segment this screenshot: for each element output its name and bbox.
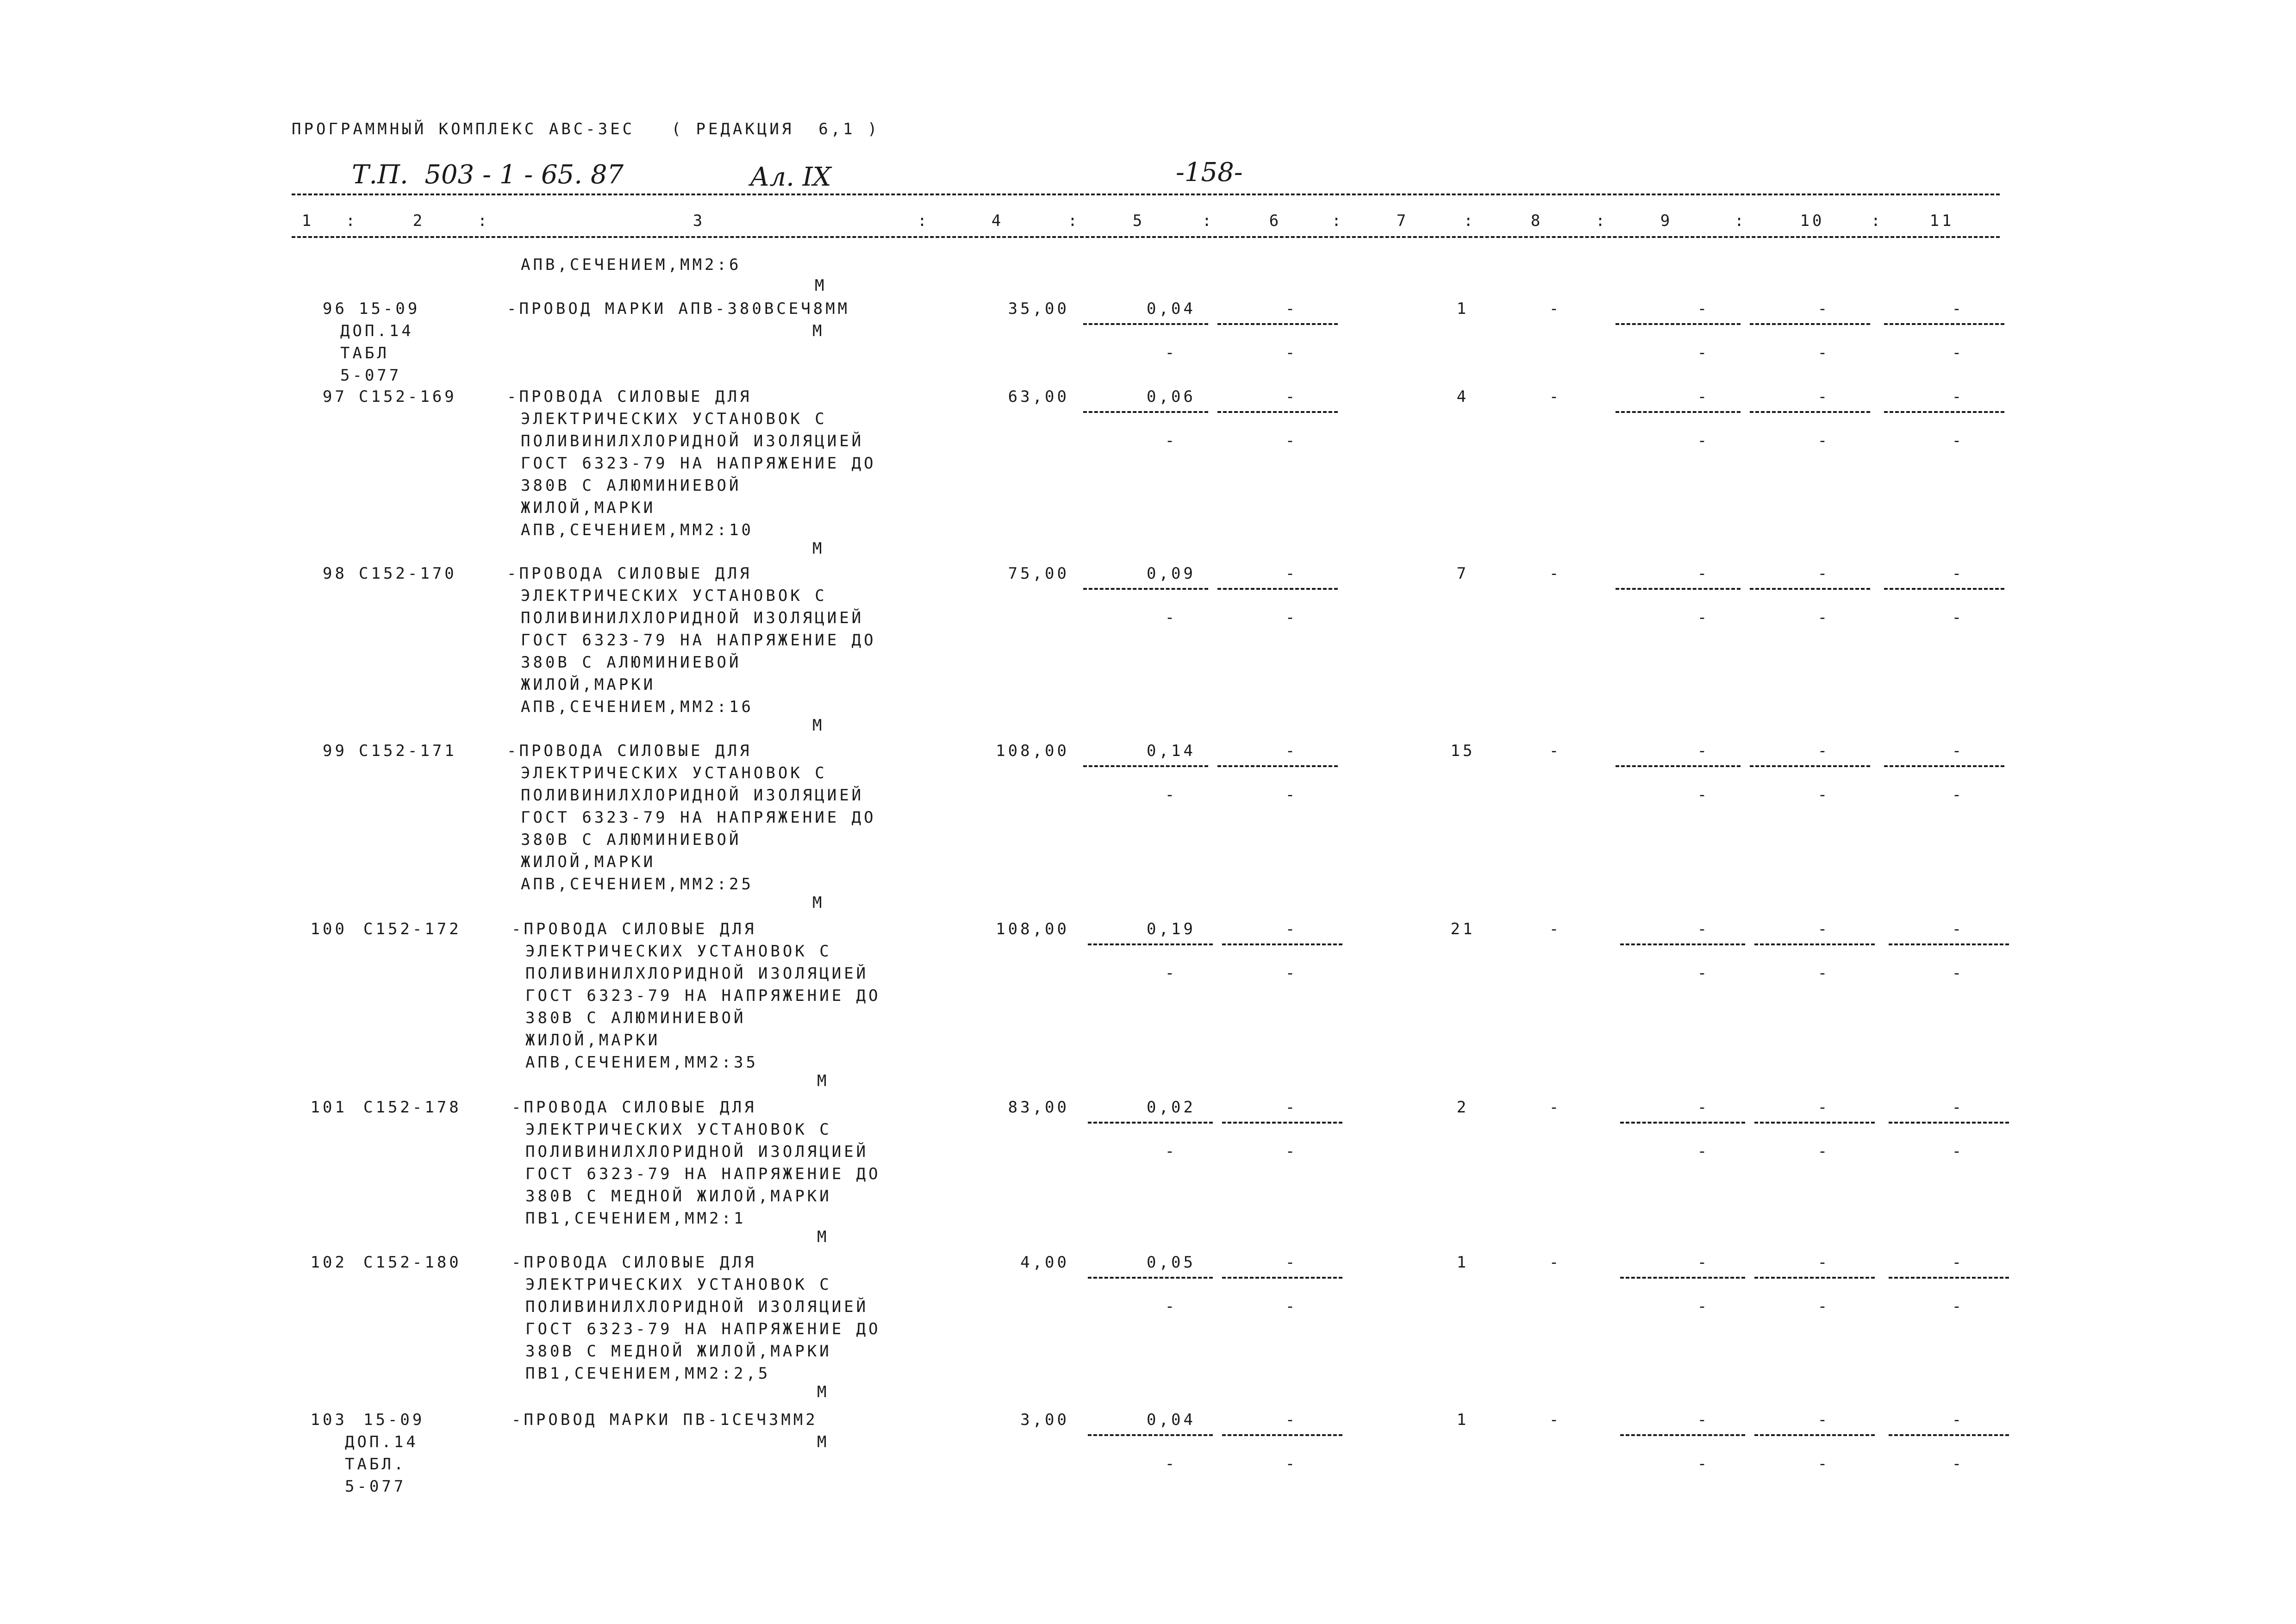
fraction-line-col11	[1889, 1277, 2009, 1279]
row-code-line: С152-171	[359, 742, 457, 760]
row-col5-lower: -	[1165, 786, 1178, 804]
row-col9-lower: -	[1697, 608, 1710, 627]
column-header-3: 2	[412, 212, 425, 230]
row-col5-lower: -	[1165, 964, 1178, 982]
row-unit: М	[817, 1072, 830, 1090]
row-unit: М	[817, 1433, 830, 1451]
row-description-line: ЭЛЕКТРИЧЕСКИХ УСТАНОВОК С	[525, 1275, 832, 1294]
row-description-line: ЭЛЕКТРИЧЕСКИХ УСТАНОВОК С	[525, 1120, 832, 1139]
column-header-19: 10	[1800, 212, 1825, 230]
row-col11: -	[1952, 1411, 1965, 1429]
row-col7: 7	[1456, 564, 1469, 583]
row-col10-lower: -	[1817, 964, 1830, 982]
row-description-line: ГОСТ 6323-79 НА НАПРЯЖЕНИЕ ДО	[521, 808, 876, 827]
row-code-line: ДОП.14	[345, 1433, 418, 1451]
row-number: 100	[310, 920, 347, 938]
row-col6: -	[1285, 920, 1298, 938]
row-col7: 21	[1450, 920, 1475, 938]
row-quantity: 83,00	[1008, 1098, 1069, 1117]
row-col9: -	[1697, 920, 1710, 938]
column-header-21: 11	[1929, 212, 1954, 230]
row-description-line: ГОСТ 6323-79 НА НАПРЯЖЕНИЕ ДО	[525, 1165, 881, 1183]
fraction-line-col6	[1217, 765, 1338, 767]
row-col11-lower: -	[1952, 1142, 1965, 1161]
fraction-line-col6	[1222, 1277, 1342, 1279]
column-header-17: 9	[1660, 212, 1673, 230]
row-col5: 0,05	[1147, 1253, 1196, 1272]
row-col8: -	[1549, 1253, 1562, 1272]
row-col11-lower: -	[1952, 1455, 1965, 1473]
row-unit: М	[812, 322, 825, 340]
row-col5: 0,02	[1147, 1098, 1196, 1117]
row-col8: -	[1549, 742, 1562, 760]
row-col11: -	[1952, 300, 1965, 318]
row-description-line: АПВ,СЕЧЕНИЕМ,ММ2:10	[521, 521, 754, 539]
row-col6-lower: -	[1285, 1142, 1298, 1161]
row-quantity: 63,00	[1008, 387, 1069, 406]
row-col9: -	[1697, 564, 1710, 583]
row-description-line: ПОЛИВИНИЛХЛОРИДНОЙ ИЗОЛЯЦИЕЙ	[525, 1298, 869, 1316]
fraction-line-col5	[1083, 323, 1208, 325]
row-col9-lower: -	[1697, 431, 1710, 450]
row-description-line: ПВ1,СЕЧЕНИЕМ,ММ2:1	[525, 1209, 746, 1228]
row-col5: 0,04	[1147, 300, 1196, 318]
row-col7: 1	[1456, 1253, 1469, 1272]
doc-code: Т.П. 503 - 1 - 65. 87	[352, 160, 624, 190]
fraction-line-col10	[1750, 411, 1870, 413]
fraction-line-col9	[1616, 765, 1741, 767]
row-unit: М	[817, 1228, 830, 1246]
fraction-line-col10	[1754, 1434, 1875, 1436]
fraction-line-col9	[1620, 943, 1745, 945]
row-col5-lower: -	[1165, 344, 1178, 362]
row-number: 103	[310, 1411, 347, 1429]
row-quantity: 4,00	[1020, 1253, 1069, 1272]
program-line: ПРОГРАММНЫЙ КОМПЛЕКС АВС-ЗЕС ( РЕДАКЦИЯ 6,1 )	[292, 120, 880, 138]
column-header-7: 4	[991, 212, 1004, 230]
row-description-line: 380В С АЛЮМИНИЕВОЙ	[525, 1009, 746, 1027]
row-description-line: -ПРОВОДА СИЛОВЫЕ ДЛЯ	[507, 564, 752, 583]
fraction-line-col9	[1616, 323, 1741, 325]
column-header-13: 7	[1396, 212, 1409, 230]
fraction-line-col5	[1088, 1434, 1213, 1436]
row-description-line: ЭЛЕКТРИЧЕСКИХ УСТАНОВОК С	[525, 942, 832, 961]
row-col11: -	[1952, 742, 1965, 760]
row-col11-lower: -	[1952, 344, 1965, 362]
row-col5-lower: -	[1165, 431, 1178, 450]
fraction-line-col10	[1754, 943, 1875, 945]
row-description-line: ПОЛИВИНИЛХЛОРИДНОЙ ИЗОЛЯЦИЕЙ	[525, 1143, 869, 1161]
row-description-line: -ПРОВОДА СИЛОВЫЕ ДЛЯ	[507, 387, 752, 406]
row-unit: М	[817, 1383, 830, 1401]
row-unit: М	[812, 893, 825, 912]
row-description-line: ЖИЛОЙ,МАРКИ	[525, 1031, 661, 1049]
row-description-line: 380В С АЛЮМИНИЕВОЙ	[521, 476, 742, 495]
row-description-line: ПОЛИВИНИЛХЛОРИДНОЙ ИЗОЛЯЦИЕЙ	[521, 432, 864, 450]
row-col6: -	[1285, 1098, 1298, 1117]
fraction-line-col11	[1884, 411, 2004, 413]
row-description-line: ЭЛЕКТРИЧЕСКИХ УСТАНОВОК С	[521, 764, 827, 782]
row-quantity: 108,00	[996, 920, 1069, 938]
row-col6-lower: -	[1285, 344, 1298, 362]
row-number: 96	[323, 300, 347, 318]
row-description-line: АПВ,СЕЧЕНИЕМ,ММ2:25	[521, 875, 754, 893]
row-col8: -	[1549, 920, 1562, 938]
row-col7: 1	[1456, 300, 1469, 318]
row-col10-lower: -	[1817, 431, 1830, 450]
row-col6-lower: -	[1285, 786, 1298, 804]
row-number: 97	[323, 387, 347, 406]
row-col10: -	[1817, 742, 1830, 760]
row-number: 98	[323, 564, 347, 583]
row-description-line: ГОСТ 6323-79 НА НАПРЯЖЕНИЕ ДО	[525, 1320, 881, 1338]
row-col6: -	[1285, 387, 1298, 406]
row-col11: -	[1952, 1098, 1965, 1117]
column-header-15: 8	[1530, 212, 1543, 230]
row-col11-lower: -	[1952, 431, 1965, 450]
row-col9: -	[1697, 1253, 1710, 1272]
row-quantity: 108,00	[996, 742, 1069, 760]
row-col10: -	[1817, 920, 1830, 938]
row-description-line: ЭЛЕКТРИЧЕСКИХ УСТАНОВОК С	[521, 587, 827, 605]
row-col5-lower: -	[1165, 608, 1178, 627]
fraction-line-col11	[1889, 943, 2009, 945]
row-col6: -	[1285, 1253, 1298, 1272]
row-col6-lower: -	[1285, 1455, 1298, 1473]
row-col11: -	[1952, 920, 1965, 938]
row-col6: -	[1285, 300, 1298, 318]
row-col8: -	[1549, 1098, 1562, 1117]
row-code-line: С152-172	[363, 920, 462, 938]
row-col6: -	[1285, 742, 1298, 760]
row-col6-lower: -	[1285, 431, 1298, 450]
column-header-12: :	[1331, 212, 1344, 230]
row-col9-lower: -	[1697, 344, 1710, 362]
row-col11: -	[1952, 564, 1965, 583]
fraction-line-col6	[1222, 1434, 1342, 1436]
row-col9-lower: -	[1697, 1297, 1710, 1316]
row-description-line: ПВ1,СЕЧЕНИЕМ,ММ2:2,5	[525, 1364, 771, 1383]
row-col5: 0,09	[1147, 564, 1196, 583]
row-col6: -	[1285, 564, 1298, 583]
row-col10: -	[1817, 1411, 1830, 1429]
row-description-line: ПОЛИВИНИЛХЛОРИДНОЙ ИЗОЛЯЦИЕЙ	[521, 609, 864, 627]
row-col10-lower: -	[1817, 786, 1830, 804]
row-col10-lower: -	[1817, 1455, 1830, 1473]
row-number: 102	[310, 1253, 347, 1272]
row-number: 99	[323, 742, 347, 760]
row-quantity: 35,00	[1008, 300, 1069, 318]
row-col6-lower: -	[1285, 1297, 1298, 1316]
fraction-line-col9	[1616, 588, 1741, 590]
row-col9: -	[1697, 387, 1710, 406]
row-description-line: ЖИЛОЙ,МАРКИ	[521, 853, 656, 871]
row-col5: 0,04	[1147, 1411, 1196, 1429]
row-description-line: ГОСТ 6323-79 НА НАПРЯЖЕНИЕ ДО	[521, 454, 876, 473]
row-code-line: ДОП.14	[340, 322, 414, 340]
fraction-line-col5	[1083, 765, 1208, 767]
row-description-line: -ПРОВОДА СИЛОВЫЕ ДЛЯ	[512, 1098, 757, 1117]
fraction-line-col5	[1083, 588, 1208, 590]
column-header-20: :	[1871, 212, 1884, 230]
row-description-line: ГОСТ 6323-79 НА НАПРЯЖЕНИЕ ДО	[525, 987, 881, 1005]
row-col10-lower: -	[1817, 344, 1830, 362]
fraction-line-col10	[1754, 1277, 1875, 1279]
fraction-line-col6	[1217, 411, 1338, 413]
row-col5-lower: -	[1165, 1142, 1178, 1161]
header-rule-top	[292, 194, 2000, 195]
row-col10: -	[1817, 1253, 1830, 1272]
top-continuation: АПВ,СЕЧЕНИЕМ,ММ2:6	[521, 256, 742, 274]
row-col6: -	[1285, 1411, 1298, 1429]
fraction-line-col11	[1889, 1122, 2009, 1124]
row-col9: -	[1697, 742, 1710, 760]
row-col11-lower: -	[1952, 608, 1965, 627]
fraction-line-col6	[1217, 323, 1338, 325]
row-unit: М	[812, 539, 825, 558]
row-description-line: АПВ,СЕЧЕНИЕМ,ММ2:16	[521, 698, 754, 716]
fraction-line-col10	[1750, 765, 1870, 767]
row-col7: 2	[1456, 1098, 1469, 1117]
row-description-line: ЭЛЕКТРИЧЕСКИХ УСТАНОВОК С	[521, 410, 827, 428]
row-col8: -	[1549, 300, 1562, 318]
row-col11: -	[1952, 1253, 1965, 1272]
fraction-line-col5	[1088, 1122, 1213, 1124]
row-description-line: ГОСТ 6323-79 НА НАПРЯЖЕНИЕ ДО	[521, 631, 876, 650]
row-col5-lower: -	[1165, 1297, 1178, 1316]
column-header-9: 5	[1132, 212, 1145, 230]
row-col8: -	[1549, 387, 1562, 406]
column-header-16: :	[1595, 212, 1608, 230]
row-col10: -	[1817, 387, 1830, 406]
row-col11: -	[1952, 387, 1965, 406]
row-code-line: 15-09	[359, 300, 420, 318]
row-code-line: С152-178	[363, 1098, 462, 1117]
column-header-1: 1	[301, 212, 314, 230]
column-header-2: :	[345, 212, 358, 230]
fraction-line-col11	[1884, 765, 2004, 767]
row-code-line: ТАБЛ.	[345, 1455, 406, 1474]
row-number: 101	[310, 1098, 347, 1117]
row-quantity: 3,00	[1020, 1411, 1069, 1429]
column-header-14: :	[1463, 212, 1476, 230]
row-description-line: ЖИЛОЙ,МАРКИ	[521, 499, 656, 517]
row-col7: 15	[1450, 742, 1475, 760]
row-description-line: 380В С АЛЮМИНИЕВОЙ	[521, 831, 742, 849]
row-code-line: С152-170	[359, 564, 457, 583]
row-description-line: -ПРОВОД МАРКИ АПВ-380ВСЕЧ8ММ	[507, 300, 850, 318]
row-code-line: С152-180	[363, 1253, 462, 1272]
row-col5: 0,19	[1147, 920, 1196, 938]
fraction-line-col6	[1222, 943, 1342, 945]
fraction-line-col5	[1083, 411, 1208, 413]
row-col9-lower: -	[1697, 1455, 1710, 1473]
column-header-6: :	[917, 212, 930, 230]
row-code-line: ТАБЛ	[340, 344, 389, 362]
row-col10-lower: -	[1817, 1142, 1830, 1161]
fraction-line-col9	[1620, 1122, 1745, 1124]
row-description-line: -ПРОВОДА СИЛОВЫЕ ДЛЯ	[512, 1253, 757, 1272]
row-description-line: 380В С МЕДНОЙ ЖИЛОЙ,МАРКИ	[525, 1342, 832, 1361]
row-description-line: АПВ,СЕЧЕНИЕМ,ММ2:35	[525, 1053, 758, 1072]
fraction-line-col9	[1620, 1434, 1745, 1436]
row-description-line: -ПРОВОДА СИЛОВЫЕ ДЛЯ	[507, 742, 752, 760]
fraction-line-col9	[1616, 411, 1741, 413]
row-col5: 0,06	[1147, 387, 1196, 406]
column-header-8: :	[1067, 212, 1080, 230]
row-code-line: С152-169	[359, 387, 457, 406]
row-col9-lower: -	[1697, 786, 1710, 804]
row-col11-lower: -	[1952, 964, 1965, 982]
row-col9-lower: -	[1697, 1142, 1710, 1161]
row-col5: 0,14	[1147, 742, 1196, 760]
column-header-4: :	[477, 212, 490, 230]
row-col8: -	[1549, 1411, 1562, 1429]
page-number: -158-	[1176, 157, 1243, 187]
fraction-line-col5	[1088, 1277, 1213, 1279]
row-col6-lower: -	[1285, 964, 1298, 982]
row-quantity: 75,00	[1008, 564, 1069, 583]
row-col8: -	[1549, 564, 1562, 583]
column-header-5: 3	[693, 212, 705, 230]
row-description-line: -ПРОВОДА СИЛОВЫЕ ДЛЯ	[512, 920, 757, 938]
fraction-line-col5	[1088, 943, 1213, 945]
fraction-line-col9	[1620, 1277, 1745, 1279]
row-description-line: ПОЛИВИНИЛХЛОРИДНОЙ ИЗОЛЯЦИЕЙ	[525, 964, 869, 983]
top-unit: М	[815, 276, 827, 295]
fraction-line-col10	[1750, 323, 1870, 325]
row-col10: -	[1817, 1098, 1830, 1117]
row-code-line: 5-077	[340, 366, 402, 385]
fraction-line-col6	[1222, 1122, 1342, 1124]
row-code-line: 5-077	[345, 1477, 406, 1496]
row-col11-lower: -	[1952, 1297, 1965, 1316]
row-col5-lower: -	[1165, 1455, 1178, 1473]
row-unit: М	[812, 716, 825, 735]
row-description-line: ПОЛИВИНИЛХЛОРИДНОЙ ИЗОЛЯЦИЕЙ	[521, 786, 864, 805]
row-col10-lower: -	[1817, 608, 1830, 627]
row-col9: -	[1697, 1098, 1710, 1117]
row-description-line: ЖИЛОЙ,МАРКИ	[521, 675, 656, 694]
row-col10: -	[1817, 300, 1830, 318]
row-col9: -	[1697, 1411, 1710, 1429]
fraction-line-col6	[1217, 588, 1338, 590]
fraction-line-col11	[1884, 323, 2004, 325]
row-col9: -	[1697, 300, 1710, 318]
column-header-11: 6	[1269, 212, 1282, 230]
column-header-10: :	[1202, 212, 1215, 230]
row-col9-lower: -	[1697, 964, 1710, 982]
row-description-line: 380В С МЕДНОЙ ЖИЛОЙ,МАРКИ	[525, 1187, 832, 1206]
fraction-line-col10	[1750, 588, 1870, 590]
row-col7: 1	[1456, 1411, 1469, 1429]
header-rule-bottom	[292, 236, 2000, 238]
row-col11-lower: -	[1952, 786, 1965, 804]
fraction-line-col11	[1889, 1434, 2009, 1436]
row-col6-lower: -	[1285, 608, 1298, 627]
fraction-line-col10	[1754, 1122, 1875, 1124]
row-col7: 4	[1456, 387, 1469, 406]
album-label: Ал. IX	[750, 162, 831, 192]
row-description-line: 380В С АЛЮМИНИЕВОЙ	[521, 653, 742, 672]
column-header-18: :	[1734, 212, 1747, 230]
row-code-line: 15-09	[363, 1411, 425, 1429]
fraction-line-col11	[1884, 588, 2004, 590]
row-col10-lower: -	[1817, 1297, 1830, 1316]
row-description-line: -ПРОВОД МАРКИ ПВ-1СЕЧ3ММ2	[512, 1411, 818, 1429]
row-col10: -	[1817, 564, 1830, 583]
